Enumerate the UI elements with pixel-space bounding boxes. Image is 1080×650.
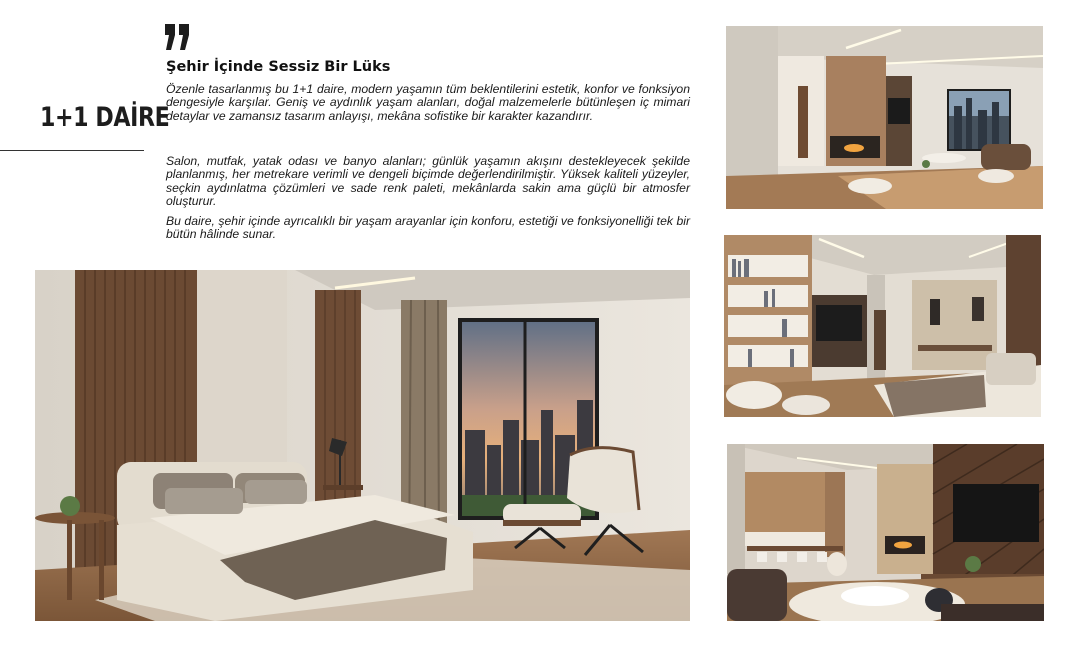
living-room-photo bbox=[726, 26, 1043, 209]
article-paragraph-3: Bu daire, şehir içinde ayrıcalıklı bir yaşam arayanlar için konforu, estetiği ve fonksiyonelliği tek bir bütün hâlinde sunar. bbox=[166, 214, 690, 242]
article-paragraph-1: Özenle tasarlanmış bu 1+1 daire, modern yaşamın tüm beklentilerini estetik, konfor ve fonksiyon dengesiyle karşılar. Geniş ve aydınlık yaşam alanları, doğal malzemelerle bütünleşen iç mimari detaylar ve zamansız tasarım anlayışı, mekâna sofistike bir karakter kazandırır. bbox=[166, 82, 690, 123]
title-divider bbox=[0, 150, 144, 151]
bedroom-library-photo bbox=[724, 235, 1041, 417]
quote-icon bbox=[163, 22, 193, 54]
unit-title: 1+1 DAİRE bbox=[40, 102, 170, 133]
article-paragraph-2: Salon, mutfak, yatak odası ve banyo alanları; günlük yaşamın akışını destekleyecek şekilde planlanmış, her metrekare verimli ve dengeli biçimde değerlendirilmiştir. Yüksek kaliteli yüzeyler, seçkin aydınlatma çözümleri ve sade renk paleti, mekânlarda sakin ama güçlü bir atmosfer oluşturur. bbox=[166, 154, 690, 209]
article-heading: Şehir İçinde Sessiz Bir Lüks bbox=[166, 59, 391, 75]
lounge-kitchen-photo bbox=[727, 444, 1044, 621]
bedroom-photo bbox=[35, 270, 690, 621]
